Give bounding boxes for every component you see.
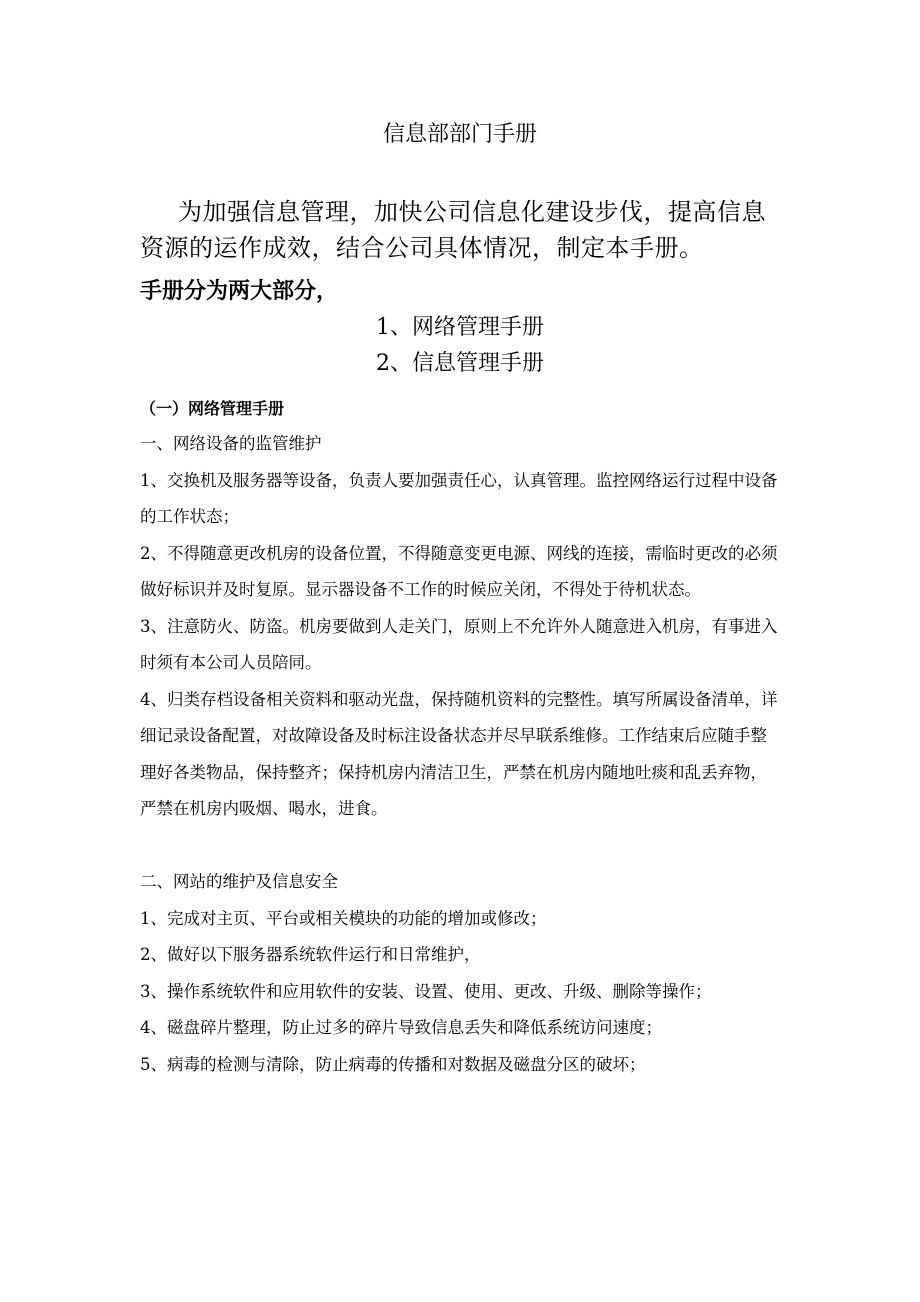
parts-heading: 手册分为两大部分， bbox=[140, 278, 339, 304]
list-item: 3、操作系统软件和应用软件的安装、设置、使用、更改、升级、删除等操作； bbox=[140, 981, 712, 1001]
list-item: 2、不得随意更改机房的设备位置，不得随意变更电源、网线的连接，需临时更改的必须做好标识并及时复原。显示器设备不工作的时候应关闭，不得处于待机状态。 bbox=[140, 543, 778, 599]
list-item: 4、归类存档设备相关资料和驱动光盘，保持随机资料的完整性。填写所属设备清单，详细记录设备配置，对故障设备及时标注设备状态并尽早联系维修。工作结束后应随手整理好各类物品，保持整齐；保持机房内清洁卫生，严禁在机房内随地吐痰和乱丢弃物，严禁在机房内吸烟、喝水，进食。 bbox=[140, 689, 778, 818]
section-label: （一）网络管理手册 bbox=[140, 399, 285, 418]
paragraph-gap bbox=[140, 828, 782, 865]
intro-line: 资源的运作成效，结合公司具体情况，制定本手册。 bbox=[140, 234, 704, 262]
document-title: 信息部部门手册 bbox=[382, 122, 537, 147]
list-item: 4、磁盘碎片整理，防止过多的碎片导致信息丢失和降低系统访问速度； bbox=[140, 1018, 662, 1037]
list-item: 2、做好以下服务器系统软件运行和日常维护， bbox=[140, 945, 481, 964]
subsection-heading: 一、网络设备的监管维护 bbox=[140, 434, 322, 453]
intro-paragraph bbox=[140, 194, 790, 266]
subsection-heading: 二、网站的维护及信息安全 bbox=[140, 872, 338, 891]
list-item: 1、交换机及服务器等设备，负责人要加强责任心，认真管理。监控网络运行过程中设备的工作状态； bbox=[140, 470, 778, 526]
parts-list-item: 1、网络管理手册 bbox=[376, 315, 544, 340]
intro-line: 为加强信息管理，加快公司信息化建设步伐，提高信息 bbox=[178, 198, 766, 226]
section-body bbox=[140, 426, 782, 1083]
parts-list bbox=[0, 310, 920, 382]
list-item: 3、注意防火、防盗。机房要做到人走关门，原则上不允许外人随意进入机房，有事进入时须有本公司人员陪同。 bbox=[140, 616, 778, 672]
list-item: 1、完成对主页、平台或相关模块的功能的增加或修改； bbox=[140, 908, 547, 928]
list-item: 5、病毒的检测与清除，防止病毒的传播和对数据及磁盘分区的破坏； bbox=[140, 1054, 646, 1074]
parts-list-item: 2、信息管理手册 bbox=[376, 351, 544, 376]
